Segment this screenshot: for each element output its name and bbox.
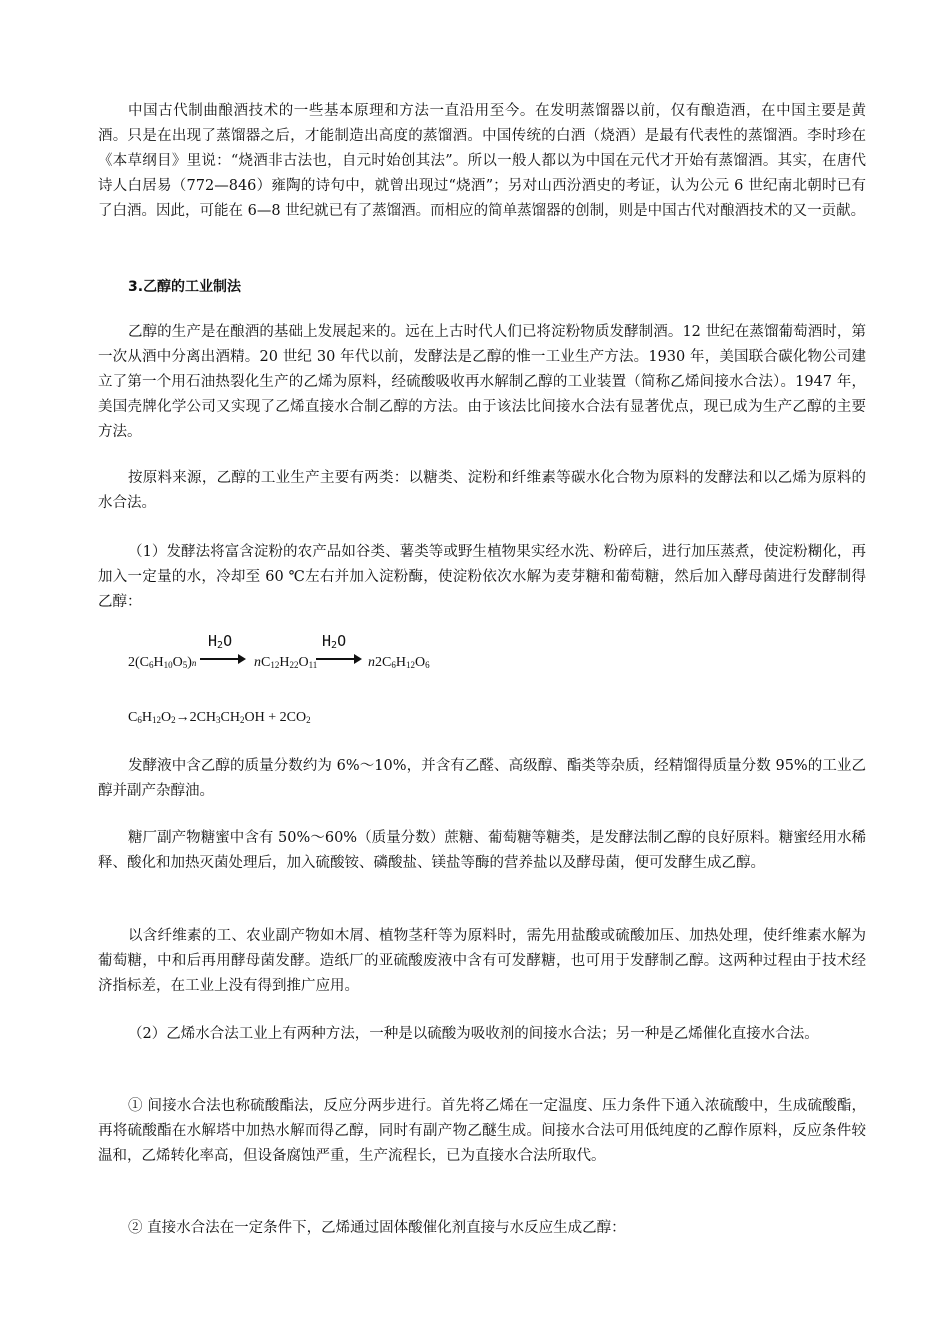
equation-glucose-to-ethanol: $C_6H_{12}O_2\to 2CH_3CH_2OH + 2CO_2$ [128,710,311,725]
paragraph-indirect-hydration: ① 间接水合法也称硫酸酯法，反应分两步进行。首先将乙烯在一定温度、压力条件下通入浓硫酸中，生成硫酸酯，再将硫酸酯在水解塔中加热水解而得乙醇，同时有副产物乙醚生成。间接水合法可用低纯度的乙醇作原料，反应条件较温和，乙烯转化率高，但设备腐蚀严重，生产流程长，已为直接水合法所取代。 [98,1098,866,1164]
eq1-arrow1 [200,658,240,660]
section-heading-ethanol-industrial: 3.乙醇的工业制法 [128,279,242,295]
eq1-middle: $nC_{12}H_{22}O_{11}$ [254,655,318,670]
paragraph-cellulose: 以含纤维素的工、农业副产物如木屑、植物茎秆等为原料时，需先用盐酸或硫酸加压、加热处理，使纤维素水解为葡萄糖，中和后再用酵母菌发酵。造纸厂的亚硫酸废液中含有可发酵糖，也可用于发酵制乙醇。这两种过程由于技术经济指标差，在工业上没有得到推广应用。 [98,928,866,994]
paragraph-direct-hydration: ② 直接水合法在一定条件下，乙烯通过固体酸催化剂直接与水反应生成乙醇： [128,1220,626,1236]
eq1-arrow2-label: $H_2O$ [322,632,347,651]
paragraph-ethylene-hydration: （2）乙烯水合法工业上有两种方法，一种是以硫酸为吸收剂的间接水合法；另一种是乙烯催化直接水合法。 [128,1026,819,1042]
paragraph-fermentation-method: （1）发酵法将富含淀粉的农产品如谷类、薯类等或野生植物果实经水洗、粉碎后，进行加压蒸煮，使淀粉糊化，再加入一定量的水，冷却至 60 ℃左右并加入淀粉酶，使淀粉依次水解为麦芽糖和葡萄糖，然后加入酵母菌进行发酵制得乙醇： [98,544,866,610]
paragraph-raw-material-classes: 按原料来源，乙醇的工业生产主要有两类：以糖类、淀粉和纤维素等碳水化合物为原料的发酵法和以乙烯为原料的水合法。 [98,470,866,511]
paragraph-fermentation-liquid: 发酵液中含乙醇的质量分数约为 6%～10%，并含有乙醛、高级醇、酯类等杂质，经精馏得质量分数 95%的工业乙醇并副产杂醇油。 [98,758,866,799]
paragraph-distilled-liquor-history: 中国古代制曲酿酒技术的一些基本原理和方法一直沿用至今。在发明蒸馏器以前，仅有酿造酒，在中国主要是黄酒。只是在出现了蒸馏器之后，才能制造出高度的蒸馏酒。中国传统的白酒（烧酒）是最有代表性的蒸馏酒。李时珍在《本草纲目》里说：“烧酒非古法也，自元时始创其法”。所以一般人都以为中国在元代才开始有蒸馏酒。其实，在唐代诗人白居易（772—846）雍陶的诗句中，就曾出现过“烧酒”；另对山西汾酒史的考证，认为公元 6 世纪南北朝时已有了白酒。因此，可能在 6—8 世纪就已有了蒸馏酒。而相应的简单蒸馏器的创制，则是中国古代对酿酒技术的又一贡献。 [98,103,866,219]
eq1-reactant: $2(C_6H_{10}O_5)n$ [128,655,197,670]
eq1-arrow2 [316,658,356,660]
paragraph-molasses: 糖厂副产物糖蜜中含有 50%～60%（质量分数）蔗糖、葡萄糖等糖类，是发酵法制乙醇的良好原料。糖蜜经用水稀释、酸化和加热灭菌处理后，加入硫酸铵、磷酸盐、镁盐等酶的营养盐以及酵母菌，便可发酵生成乙醇。 [98,830,866,871]
paragraph-ethanol-production-history: 乙醇的生产是在酿酒的基础上发展起来的。远在上古时代人们已将淀粉物质发酵制酒。12 世纪在蒸馏葡萄酒时，第一次从酒中分离出酒精。20 世纪 30 年代以前，发酵法是乙醇的惟一工业生产方法。1930 年，美国联合碳化物公司建立了第一个用石油热裂化生产的乙烯为原料，经硫酸吸收再水解制乙醇的工业装置（简称乙烯间接水合法）。1947 年，美国壳牌化学公司又实现了乙烯直接水合制乙醇的方法。由于该法比间接水合法有显著优点，现已成为生产乙醇的主要方法。 [98,324,866,440]
eq1-arrow1-label: $H_2O$ [208,632,233,651]
eq1-product: $n2C_6H_{12}O_6$ [368,655,430,670]
